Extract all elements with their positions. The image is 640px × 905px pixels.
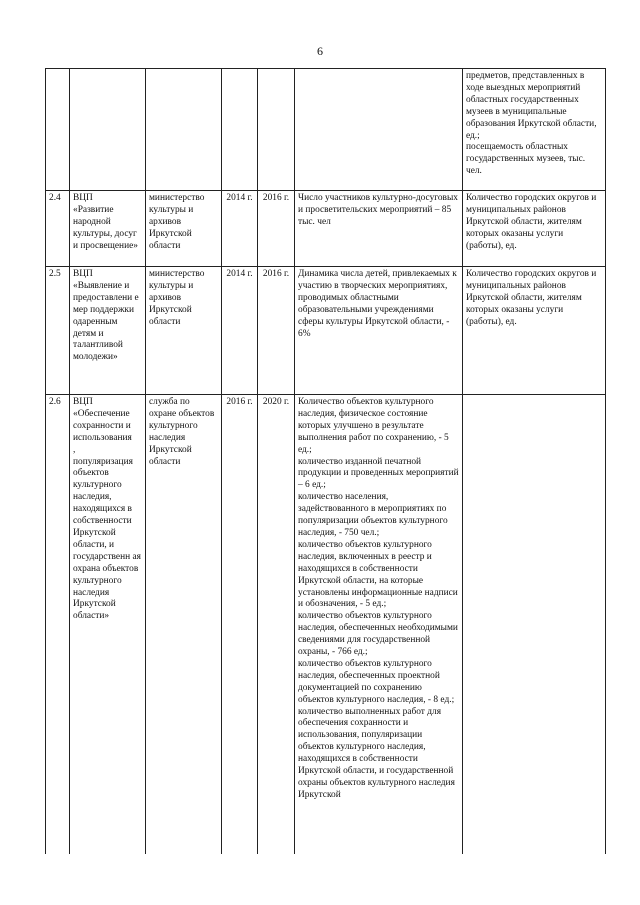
start-year [222,69,258,191]
program-table [45,68,606,854]
table-row [46,267,606,395]
expected-result: Количество объектов культурного наследия, физическое состояние которых улучшено в результате выполнения работ по сохранению, - 5 ед.; количество изданной печатной продукции и проведенных мероприятий – 6 ед.; количество населения, задействованного в мероприятиях по популяризации объектов культурного наследия, - 750 чел.; количество объектов культурного наследия, включенных в реестр и находящихся в собственности Иркутской области, на которые установлены информационные надписи и обозначения, - 5 ед.; количество объектов культурного наследия, обеспеченных необходимыми сведениями для государственной охраны, - 766 ед.; количество объектов культурного наследия, обеспеченных проектной документацией по сохранению объектов культурного наследия, - 8 ед.; количество выполненных работ для обеспечения сохранности и использования, популяризации объектов культурного наследия, находящихся в собственности Иркутской области, и государственной охраны объектов культурного наследия Иркутской [295,395,463,854]
indicator: предметов, представленных в ходе выездных мероприятий областных государственных музеев в муниципальные образования Иркутской области, ед.; посещаемость областных государственных музеев, тыс. чел. [463,69,606,191]
table-row [46,191,606,267]
page-number: 6 [317,44,323,58]
indicator: Количество городских округов и муниципальных районов Иркутской области, жителям которых оказаны услуги (работы), ед. [463,191,606,267]
table-row [46,69,606,191]
start-year: 2014 г. [222,191,258,267]
program-name: ВЦП «Развитие народной культуры, досуг и просвещение» [70,191,146,267]
end-year: 2016 г. [258,191,295,267]
table-row [46,395,606,854]
row-number [46,69,70,191]
end-year [258,69,295,191]
executor: министерство культуры и архивов Иркутской области [146,191,222,267]
row-number: 2.4 [46,191,70,267]
start-year: 2016 г. [222,395,258,854]
expected-result: Число участников культурно-досуговых и просветительских мероприятий – 85 тыс. чел [295,191,463,267]
program-name [70,69,146,191]
expected-result [295,69,463,191]
executor: министерство культуры и архивов Иркутской области [146,267,222,395]
end-year: 2020 г. [258,395,295,854]
program-name: ВЦП «Обеспечение сохранности и использования , популяризация объектов культурного наследия, находящихся в собственности Иркутской области, и государственн ая охрана объектов культурного наследия Иркутской области» [70,395,146,854]
executor [146,69,222,191]
indicator: Количество городских округов и муниципальных районов Иркутской области, жителям которых оказаны услуги (работы), ед. [463,267,606,395]
row-number: 2.6 [46,395,70,854]
indicator [463,395,606,854]
row-number: 2.5 [46,267,70,395]
end-year: 2016 г. [258,267,295,395]
executor: служба по охране объектов культурного наследия Иркутской области [146,395,222,854]
program-name: ВЦП «Выявление и предоставлени е мер поддержки одаренным детям и талантливой молодежи» [70,267,146,395]
start-year: 2014 г. [222,267,258,395]
expected-result: Динамика числа детей, привлекаемых к участию в творческих мероприятиях, проводимых областными образовательными учреждениями сферы культуры Иркутской области, - 6% [295,267,463,395]
